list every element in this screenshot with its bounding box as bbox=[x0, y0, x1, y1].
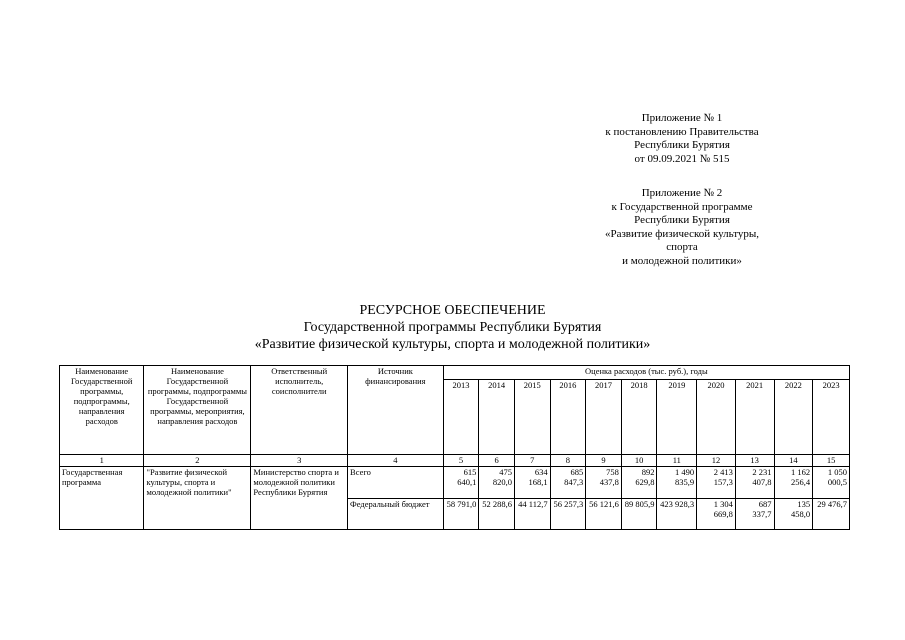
column-number-row bbox=[60, 455, 850, 467]
appendix-2-line: Приложение № 2 bbox=[641, 187, 723, 199]
value-cell: 1 050 000,5 bbox=[813, 467, 850, 499]
value-cell: 52 288,6 bbox=[479, 498, 515, 530]
column-number: 8 bbox=[550, 455, 586, 467]
column-number: 15 bbox=[813, 455, 850, 467]
funding-source-cell: Всего bbox=[348, 467, 444, 499]
column-number: 14 bbox=[774, 455, 813, 467]
value-cell: 56 121,6 bbox=[586, 498, 622, 530]
value-cell: 135 458,0 bbox=[774, 498, 813, 530]
appendix-1-line: Приложение № 1 bbox=[641, 112, 723, 124]
title-line-2: Государственной программы Республики Бурятия bbox=[303, 320, 602, 335]
column-number: 11 bbox=[657, 455, 697, 467]
program-title-cell: "Развитие физической культуры, спорта и молодежной политики" bbox=[144, 467, 251, 530]
value-cell: 1 490 835,9 bbox=[657, 467, 697, 499]
column-number: 10 bbox=[621, 455, 657, 467]
value-cell: 634 168,1 bbox=[514, 467, 550, 499]
value-cell: 685 847,3 bbox=[550, 467, 586, 499]
appendix-2-line: и молодежной политики» bbox=[622, 254, 742, 267]
column-number: 7 bbox=[514, 455, 550, 467]
value-cell: 44 112,7 bbox=[514, 498, 550, 530]
appendix-2-line: «Развитие физической культуры, bbox=[604, 227, 760, 240]
executor-cell: Министерство спорта и молодежной политики Республики Бурятия bbox=[251, 467, 348, 530]
year-header: 2023 bbox=[813, 380, 850, 455]
header-col-2: Наименование Государственной программы, подпрограммы Государственной программы, мероприятия, направления расходов bbox=[144, 366, 251, 455]
column-number: 6 bbox=[479, 455, 515, 467]
year-header: 2018 bbox=[621, 380, 657, 455]
column-number: 12 bbox=[697, 455, 736, 467]
appendix-2-block bbox=[560, 187, 804, 268]
title-line-1: РЕСУРСНОЕ ОБЕСПЕЧЕНИЕ bbox=[359, 303, 546, 318]
value-cell: 1 304 669,8 bbox=[697, 498, 736, 530]
appendix-1-line: от 09.09.2021 № 515 bbox=[634, 152, 730, 165]
value-cell: 56 257,3 bbox=[550, 498, 586, 530]
value-cell: 1 162 256,4 bbox=[774, 467, 813, 499]
program-name-cell: Государственная программа bbox=[60, 467, 144, 530]
year-header: 2019 bbox=[657, 380, 697, 455]
column-number: 13 bbox=[735, 455, 774, 467]
funding-source-cell: Федеральный бюджет bbox=[348, 498, 444, 530]
value-cell: 2 413 157,3 bbox=[697, 467, 736, 499]
value-cell: 758 437,8 bbox=[586, 467, 622, 499]
year-header: 2020 bbox=[697, 380, 736, 455]
header-col-1: Наименование Государственной программы, подпрограммы, направления расходов bbox=[60, 366, 144, 455]
value-cell: 2 231 407,8 bbox=[735, 467, 774, 499]
column-number: 5 bbox=[443, 455, 479, 467]
appendix-2-line: Республики Бурятия bbox=[634, 214, 730, 226]
year-header: 2021 bbox=[735, 380, 774, 455]
title-line-3: «Развитие физической культуры, спорта и молодежной политики» bbox=[254, 337, 651, 352]
value-cell: 687 337,7 bbox=[735, 498, 774, 530]
value-cell: 423 928,3 bbox=[657, 498, 697, 530]
appendix-1-line: Республики Бурятия bbox=[634, 139, 730, 151]
value-cell: 89 805,9 bbox=[621, 498, 657, 530]
value-cell: 475 820,0 bbox=[479, 467, 515, 499]
table-row bbox=[60, 467, 850, 499]
year-header: 2016 bbox=[550, 380, 586, 455]
column-number: 4 bbox=[348, 455, 444, 467]
appendix-2-line: к Государственной программе bbox=[611, 200, 753, 213]
year-header: 2015 bbox=[514, 380, 550, 455]
document-title bbox=[0, 302, 905, 353]
column-number: 2 bbox=[144, 455, 251, 467]
year-header: 2014 bbox=[479, 380, 515, 455]
appendix-1-block bbox=[560, 112, 804, 166]
resource-table bbox=[59, 365, 850, 530]
column-number: 3 bbox=[251, 455, 348, 467]
header-estimate: Оценка расходов (тыс. руб.), годы bbox=[443, 366, 849, 380]
value-cell: 892 629,8 bbox=[621, 467, 657, 499]
value-cell: 615 640,1 bbox=[443, 467, 479, 499]
year-header: 2013 bbox=[443, 380, 479, 455]
appendix-2-line: спорта bbox=[666, 241, 698, 253]
header-col-3: Ответственный исполнитель, соисполнители bbox=[251, 366, 348, 455]
value-cell: 29 476,7 bbox=[813, 498, 850, 530]
column-number: 9 bbox=[586, 455, 622, 467]
appendix-1-line: к постановлению Правительства bbox=[605, 125, 759, 138]
year-header: 2017 bbox=[586, 380, 622, 455]
header-row-1 bbox=[60, 366, 850, 380]
column-number: 1 bbox=[60, 455, 144, 467]
value-cell: 58 791,0 bbox=[443, 498, 479, 530]
year-header: 2022 bbox=[774, 380, 813, 455]
header-col-4: Источник финансирования bbox=[348, 366, 444, 455]
